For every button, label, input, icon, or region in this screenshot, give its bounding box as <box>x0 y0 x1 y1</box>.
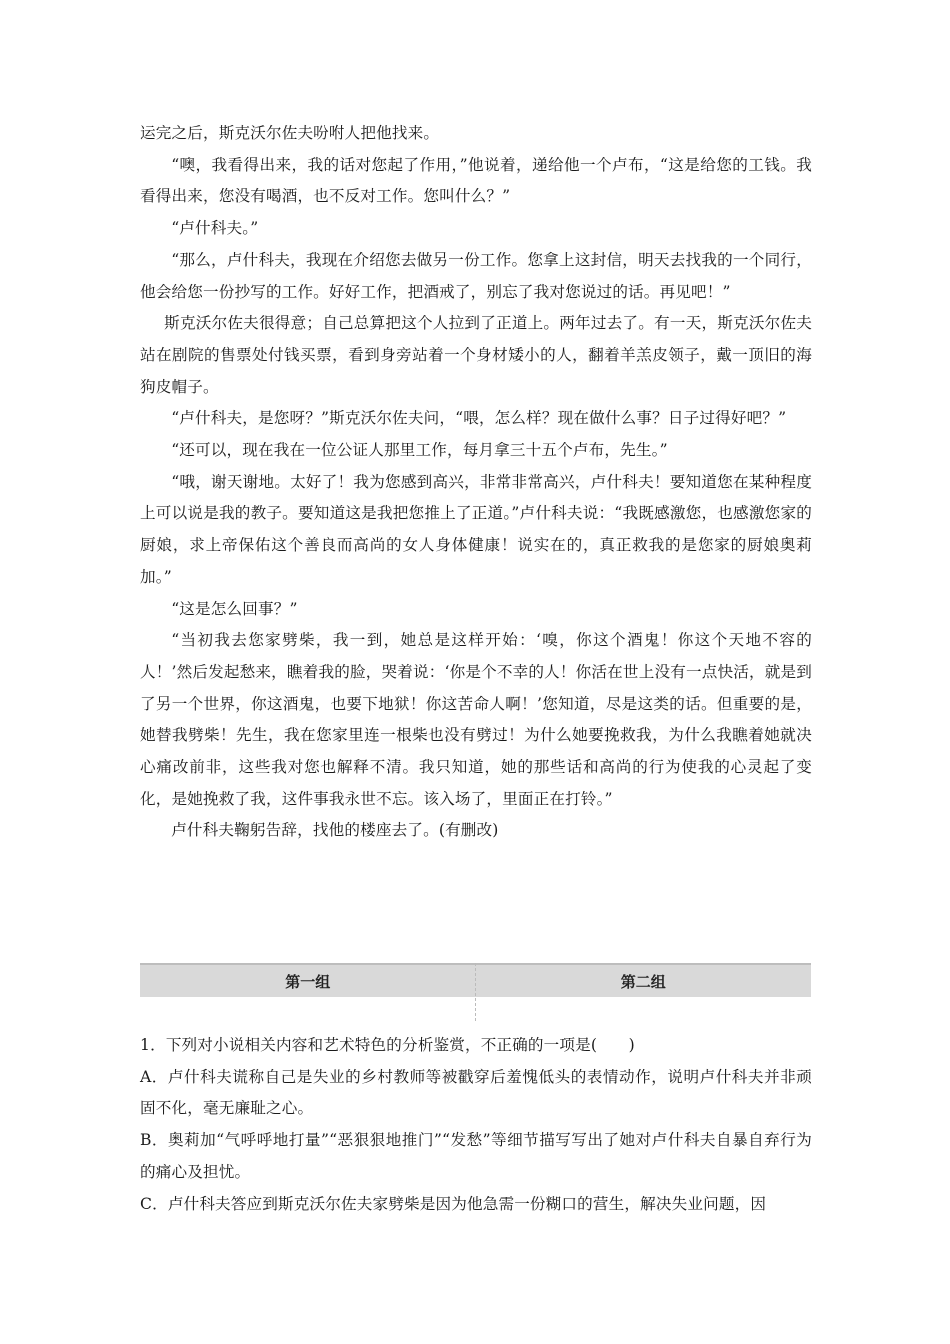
story-paragraph: “哦，谢天谢地。太好了！我为您感到高兴，非常非常高兴，卢什科夫！要知道您在某种程度上可以说是我的教子。要知道这是我把您推上了正道。”卢什科夫说：“我既感激您，也感激您家的厨娘，求上帝保佑这个善良而高尚的女人身体健康！说实在的，真正救我的是您家的厨娘奥莉加。” <box>140 472 812 586</box>
story-text <box>140 118 812 847</box>
story-paragraph: “卢什科夫，是您呀？”斯克沃尔佐夫问，“喂，怎么样？现在做什么事？日子过得好吧？” <box>171 409 787 428</box>
option-a: A．卢什科夫谎称自己是失业的乡村教师等被戳穿后羞愧低头的表情动作，说明卢什科夫并非顽固不化，毫无廉耻之心。 <box>140 1067 812 1118</box>
story-paragraph: “卢什科夫。” <box>171 219 259 238</box>
option-c: C．卢什科夫答应到斯克沃尔佐夫家劈柴是因为他急需一份糊口的营生，解决失业问题，因 <box>140 1194 767 1213</box>
story-paragraph: “这是怎么回事？” <box>171 599 298 618</box>
story-paragraph: “那么，卢什科夫，我现在介绍您去做另一份工作。您拿上这封信，明天去找我的一个同行，他会给您一份抄写的工作。好好工作，把酒戒了，别忘了我对您说过的话。再见吧！” <box>140 250 812 301</box>
question-1-stem: 1．下列对小说相关内容和艺术特色的分析鉴赏，不正确的一项是( ) <box>140 1036 635 1054</box>
story-paragraph: “噢，我看得出来，我的话对您起了作用，”他说着，递给他一个卢布，“这是给您的工钱。我看得出来，您没有喝酒，也不反对工作。您叫什么？” <box>140 155 812 206</box>
story-paragraph: 卢什科夫鞠躬告辞，找他的楼座去了。(有删改) <box>171 821 499 840</box>
story-paragraph: 运完之后，斯克沃尔佐夫吩咐人把他找来。 <box>140 124 440 142</box>
story-paragraph: 斯克沃尔佐夫很得意；自己总算把这个人拉到了正道上。两年过去了。有一天，斯克沃尔佐夫站在剧院的售票处付钱买票，看到身旁站着一个身材矮小的人，翻着羊羔皮领子，戴一顶旧的海狗皮帽子。 <box>140 314 812 396</box>
group-divider <box>475 963 476 1021</box>
question-block <box>140 1030 812 1220</box>
story-paragraph: “当初我去您家劈柴，我一到，她总是这样开始：‘嗅，你这个酒鬼！你这个天地不容的人！’然后发起愁来，瞧着我的脸，哭着说：‘你是个不幸的人！你活在世上没有一点快活，就是到了另一个世界，你这酒鬼，也要下地狱！你这苦命人啊！’您知道，尽是这类的话。但重要的是，她替我劈柴！先生，我在您家里连一根柴也没有劈过！为什么她要挽救我，为什么我瞧着她就决心痛改前非，这些我对您也解释不清。我只知道，她的那些话和高尚的行为使我的心灵起了变化，是她挽救了我，这件事我永世不忘。该入场了，里面正在打铃。” <box>140 631 812 808</box>
group-one-label: 第一组 <box>285 972 331 991</box>
group-two-label: 第二组 <box>620 972 666 991</box>
story-paragraph: “还可以，现在我在一位公证人那里工作，每月拿三十五个卢布，先生。” <box>171 441 668 460</box>
option-b: B．奥莉加“气呼呼地打量”“恶狠狠地推门”“发愁”等细节描写写出了她对卢什科夫自暴自弃行为的痛心及担忧。 <box>140 1131 812 1181</box>
